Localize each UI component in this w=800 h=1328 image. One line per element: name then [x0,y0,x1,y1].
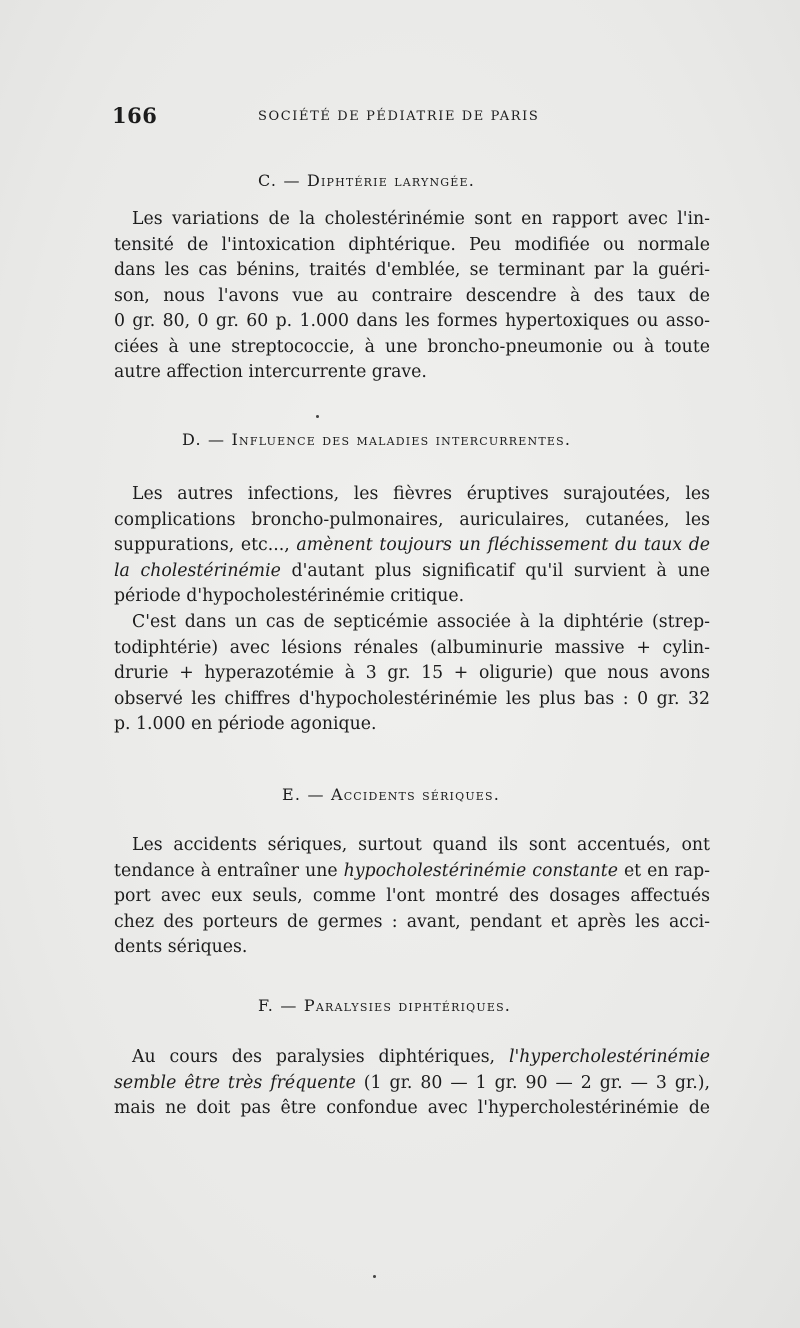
paragraph-f-1 [114,1045,710,1122]
paragraph-c-1 [114,207,710,386]
italic-text: la cholestérinémie [114,560,281,581]
italic-text: hypocholestérinémie constante [343,860,618,881]
page-number: 166 [112,103,158,128]
text-line: drurie + hyperazotémie à 3 gr. 15 + oligurie) que nous avons [114,663,710,683]
text-line: observé les chiffres d'hypocholestérinémie les plus bas : 0 gr. 32 [114,688,710,709]
text-line: chez des porteurs de germes : avant, pendant et après les acci- [114,911,710,932]
text-line: Au cours des paralysies diphtériques, l'hypercholestérinémie [132,1047,710,1067]
text-line: semble être très fréquente (1 gr. 80 — 1 gr. 90 — 2 gr. — 3 gr.), [114,1072,710,1093]
section-title-e: E. — Accidents sériques. [282,785,501,804]
text-line: période d'hypocholestérinémie critique. [114,586,465,606]
text-line: C'est dans un cas de septicémie associée à la diphtérie (strep- [132,612,710,632]
text-line: autre affection intercurrente grave. [114,362,427,382]
page-header [112,103,710,133]
section-title-d: D. — Influence des maladies intercurrentes. [182,430,572,449]
text-line: Les autres infections, les fièvres éruptives surajoutées, les [132,484,710,504]
italic-text: semble être très fréquente [114,1072,356,1093]
text-line: dents sériques. [114,937,248,957]
section-title-c: C. — Diphtérie laryngée. [258,171,476,190]
text-line: mais ne doit pas être confondue avec l'hypercholestérinémie de [114,1098,710,1118]
text-line: complications broncho-pulmonaires, auriculaires, cutanées, les [114,509,710,530]
text-line: 0 gr. 80, 0 gr. 60 p. 1.000 dans les formes hypertoxiques ou asso- [114,311,710,331]
text-line: Les accidents sériques, surtout quand ils sont accentués, ont [132,835,710,855]
text-line: tensité de l'intoxication diphtérique. Peu modifiée ou normale [114,234,710,255]
text-line: Les variations de la cholestérinémie sont en rapport avec l'in- [132,209,710,229]
italic-text: l'hypercholestérinémie [508,1047,710,1067]
speck [316,415,319,418]
text-line: ciées à une streptococcie, à une broncho-pneumonie ou à toute [114,336,710,357]
paragraph-e-1 [114,833,710,961]
section-title-f: F. — Paralysies diphtériques. [258,996,512,1015]
speck [373,1275,376,1278]
paragraph-d-1 [114,482,710,610]
text-line: port avec eux seuls, comme l'ont montré des dosages affectués [114,886,710,906]
text-line: son, nous l'avons vue au contraire descendre à des taux de [114,285,710,306]
text-line: suppurations, etc..., amènent toujours un fléchissement du taux de [114,535,710,555]
text-line: la cholestérinémie d'autant plus significatif qu'il survient à une [114,560,710,581]
text-line: todiphtérie) avec lésions rénales (albuminurie massive + cylin- [114,637,710,658]
text-line: dans les cas bénins, traités d'emblée, se terminant par la guéri- [114,260,710,280]
italic-text: amènent toujours un fléchissement du taux de [296,535,710,555]
text-line: tendance à entraîner une hypocholestérinémie constante et en rap- [114,860,710,881]
text-line: p. 1.000 en période agonique. [114,714,377,734]
paragraph-d-2 [114,610,710,738]
running-head: SOCIÉTÉ DE PÉDIATRIE DE PARIS [258,109,540,124]
